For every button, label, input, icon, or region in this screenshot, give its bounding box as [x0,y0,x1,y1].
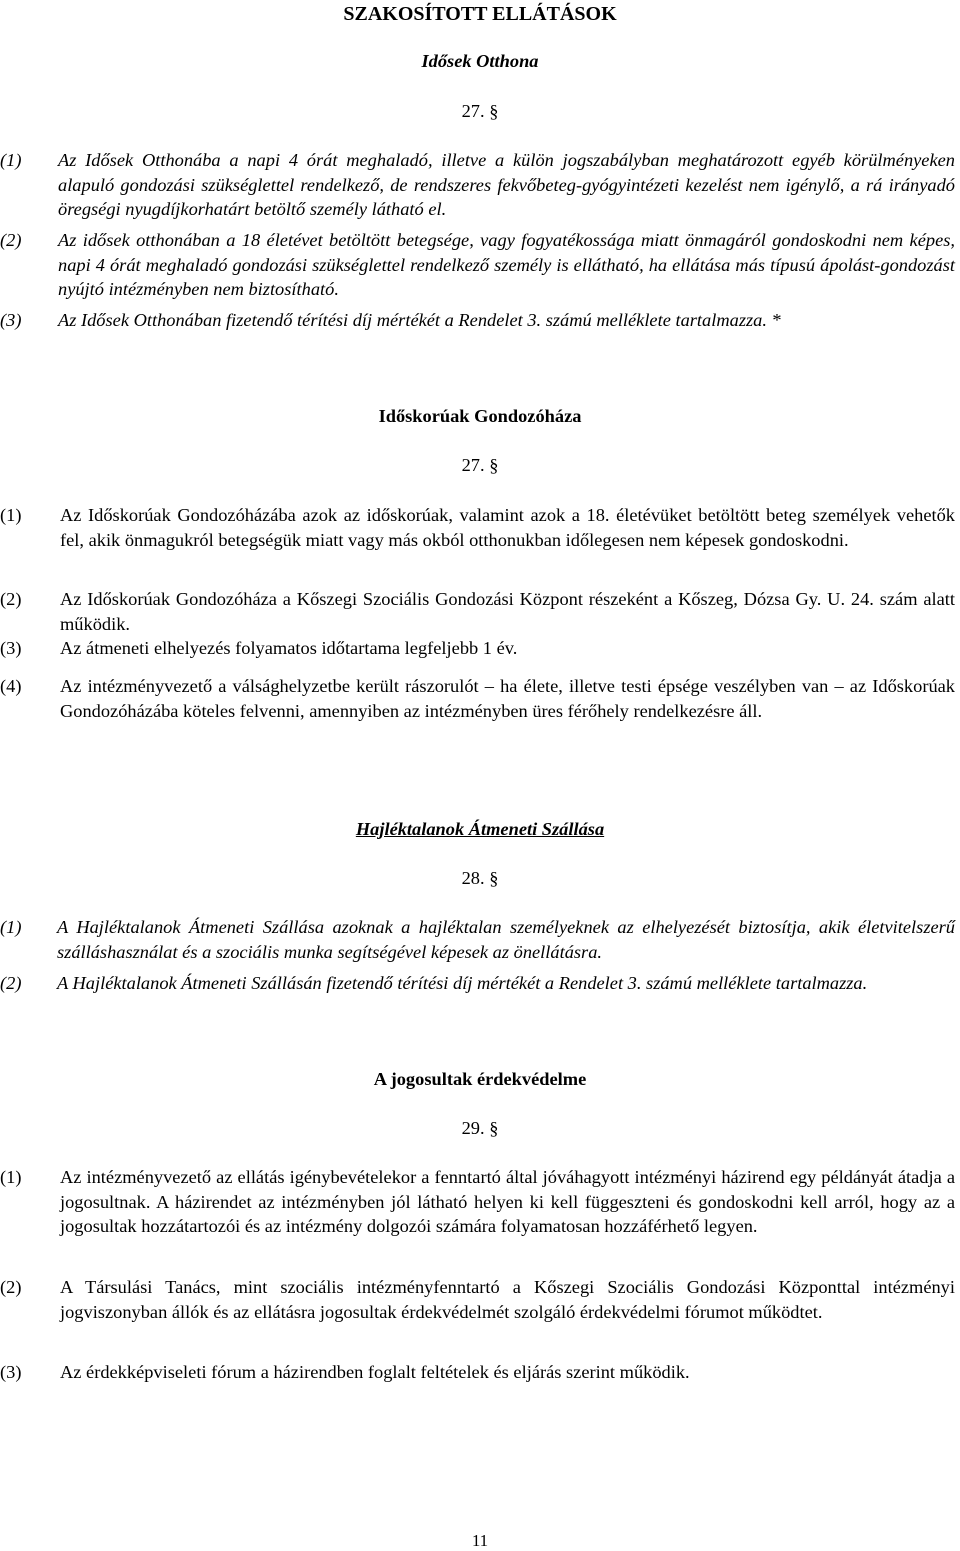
section-number: 27. § [461,101,499,121]
section-number: 29. § [461,1118,499,1138]
paragraph [0,636,955,661]
paragraph-number: (2) [0,230,22,250]
paragraph [0,587,955,636]
paragraph [0,915,955,964]
paragraph-number: (3) [0,1362,22,1382]
paragraph-number: (1) [0,505,22,525]
paragraph [0,1360,955,1385]
paragraph [0,971,955,996]
section-heading-idoskoruak-gondozohaza: Időskorúak Gondozóháza [378,406,582,426]
paragraph-text: Az Idősek Otthonában fizetendő térítési díj mértékét a Rendelet 3. számú melléklete tartalmazza. * [58,310,781,330]
paragraph [0,1275,955,1324]
page-number: 11 [471,1531,489,1550]
paragraph-number: (3) [0,638,22,658]
paragraph-text: A Hajléktalanok Átmeneti Szállása azoknak a hajléktalan személyeknek az elhelyezését biztosítja, akik életvitelszerű szálláshasználat és a szociális munka segítségével képesek az önellátásra. [57,917,955,962]
paragraph [0,228,955,302]
paragraph-number: (2) [0,589,22,609]
paragraph-text: Az Időskorúak Gondozóházába azok az időskorúak, valamint azok a 18. életévüket betöltött beteg személyek vehetők fel, akik önmagukról betegségük miatt vagy más okból otthonukban időlegesen nem képesek gondoskodni. [60,505,955,550]
paragraph-number: (1) [0,150,22,170]
paragraph [0,1165,955,1239]
paragraph-text: Az intézményvezető a válsághelyzetbe került rászorulót – ha élete, illetve testi épsége veszélyben van – az Időskorúak Gondozóházába köteles felvenni, amennyiben az intézményben üres férőhely rendelkezésre áll. [60,676,955,721]
page-title: SZAKOSÍTOTT ELLÁTÁSOK [343,3,617,25]
paragraph [0,503,955,552]
paragraph-text: Az érdekképviseleti fórum a házirendben foglalt feltételek és eljárás szerint működik. [60,1362,690,1382]
paragraph-text: A Hajléktalanok Átmeneti Szállásán fizetendő térítési díj mértékét a Rendelet 3. számú melléklete tartalmazza. [57,973,868,993]
paragraph [0,148,955,222]
paragraph-text: A Társulási Tanács, mint szociális intézményfenntartó a Kőszegi Szociális Gondozási Központtal intézményi jogviszonyban állók és az ellátásra jogosultak érdekvédelmét szolgáló érdekvédelmi fórumot működtet. [60,1277,955,1322]
paragraph-number: (2) [0,1277,22,1297]
section-heading-idosek-otthona: Idősek Otthona [421,51,539,71]
section-number: 27. § [461,455,499,475]
paragraph-number: (3) [0,310,22,330]
section-heading-erdekvedelem: A jogosultak érdekvédelme [373,1069,587,1089]
paragraph-number: (1) [0,1167,22,1187]
section-number: 28. § [461,868,499,888]
paragraph-number: (2) [0,973,22,993]
paragraph-text: Az átmeneti elhelyezés folyamatos időtartama legfeljebb 1 év. [60,638,518,658]
paragraph-text: Az Időskorúak Gondozóháza a Kőszegi Szociális Gondozási Központ részeként a Kőszeg, Dózsa Gy. U. 24. szám alatt működik. [60,589,955,634]
paragraph-text: Az intézményvezető az ellátás igénybevételekor a fenntartó által jóváhagyott intézményi házirend egy példányát átadja a jogosultnak. A házirendet az intézményben jól látható helyen ki kell függeszteni és gondoskodni kell arról, hogy az a jogosultak hozzátartozói és az intézmény dolgozói számára folyamatosan hozzáférhető legyen. [60,1167,955,1236]
paragraph [0,308,955,333]
paragraph-number: (1) [0,917,22,937]
paragraph-text: Az Idősek Otthonába a napi 4 órát meghaladó, illetve a külön jogszabályban meghatározott egyéb körülményeken alapuló gondozási szükséglettel rendelkező, de rendszeres fekvőbeteg-gyógyintézeti kezelést nem igénylő, a rá irányadó öregségi nyugdíjkorhatárt betöltő személy látható el. [58,150,955,219]
paragraph-text: Az idősek otthonában a 18 életévet betöltött betegsége, vagy fogyatékossága miatt önmagáról gondoskodni nem képes, napi 4 órát meghaladó gondozási szükséglettel rendelkező személy is ellátható, ha ellátása más típusú ápolást-gondozást nyújtó intézményben nem biztosítható. [58,230,955,299]
paragraph [0,674,955,723]
paragraph-number: (4) [0,676,22,696]
section-heading-hajlektalanok: Hajléktalanok Átmeneti Szállása [355,819,605,839]
